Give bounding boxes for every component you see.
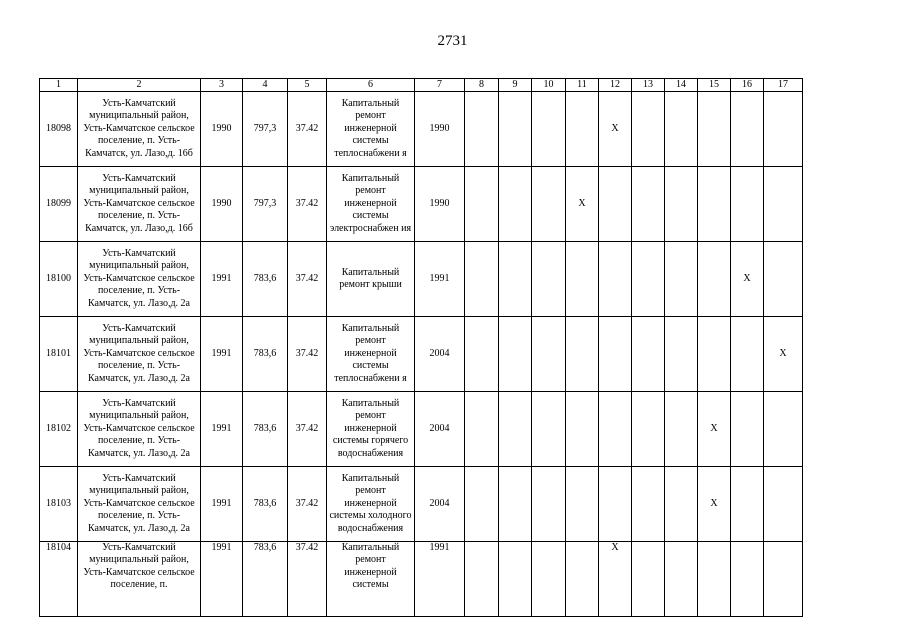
year-cell: 1990	[415, 167, 465, 242]
column-header-16: 16	[731, 79, 764, 92]
column-header-3: 3	[201, 79, 243, 92]
mark-cell-col-16	[731, 392, 764, 467]
mark-cell-col-12	[599, 467, 632, 542]
year-cell: 2004	[415, 467, 465, 542]
mark-cell-col-16	[731, 92, 764, 167]
page-number: 2731	[437, 33, 468, 49]
address-cell: Усть-Камчатский муниципальный район, Усть-Камчатское сельское поселение, п.	[78, 542, 201, 617]
mark-cell-col-11	[566, 392, 599, 467]
mark-cell-col-15	[698, 317, 731, 392]
work-type-cell: Капитальный ремонт инженерной системы электроснабжен ия	[327, 167, 415, 242]
mark-cell-col-13	[632, 317, 665, 392]
mark-cell-col-13	[632, 542, 665, 617]
year-cell: 1990	[415, 92, 465, 167]
mark-cell-col-10	[532, 92, 566, 167]
column-header-5: 5	[288, 79, 327, 92]
column-header-11: 11	[566, 79, 599, 92]
mark-cell-col-11	[566, 467, 599, 542]
mark-cell-col-17	[764, 542, 803, 617]
mark-cell-col-14	[665, 467, 698, 542]
area-cell: 783,6	[243, 467, 288, 542]
year-cell: 1991	[415, 542, 465, 617]
mark-cell-col-12: X	[599, 542, 632, 617]
mark-cell-col-17	[764, 167, 803, 242]
mark-cell-col-13	[632, 92, 665, 167]
year-built-cell: 1991	[201, 542, 243, 617]
mark-cell-col-11	[566, 242, 599, 317]
column-header-8: 8	[465, 79, 499, 92]
mark-cell-col-10	[532, 467, 566, 542]
mark-cell-col-11	[566, 92, 599, 167]
column-header-7: 7	[415, 79, 465, 92]
column-header-4: 4	[243, 79, 288, 92]
mark-cell-col-17	[764, 92, 803, 167]
table-row	[40, 467, 803, 542]
mark-cell-col-15	[698, 242, 731, 317]
mark-cell-col-8	[465, 92, 499, 167]
address-cell: Усть-Камчатский муниципальный район, Усть-Камчатское сельское поселение, п. Усть-Камчатск, ул. Лазо,д. 2а	[78, 392, 201, 467]
year-built-cell: 1991	[201, 317, 243, 392]
row-id-cell: 18098	[40, 92, 78, 167]
column-header-12: 12	[599, 79, 632, 92]
code-cell: 37.42	[288, 542, 327, 617]
mark-cell-col-9	[499, 542, 532, 617]
row-id-cell: 18101	[40, 317, 78, 392]
year-cell: 2004	[415, 317, 465, 392]
table-row	[40, 317, 803, 392]
mark-cell-col-14	[665, 392, 698, 467]
table-row	[40, 167, 803, 242]
mark-cell-col-8	[465, 542, 499, 617]
mark-cell-col-17	[764, 467, 803, 542]
address-cell: Усть-Камчатский муниципальный район, Усть-Камчатское сельское поселение, п. Усть-Камчатск, ул. Лазо,д. 16б	[78, 92, 201, 167]
mark-cell-col-11	[566, 542, 599, 617]
year-built-cell: 1991	[201, 392, 243, 467]
mark-cell-col-8	[465, 467, 499, 542]
column-header-13: 13	[632, 79, 665, 92]
mark-cell-col-16	[731, 317, 764, 392]
mark-cell-col-15	[698, 92, 731, 167]
mark-cell-col-16: X	[731, 242, 764, 317]
area-cell: 783,6	[243, 242, 288, 317]
year-built-cell: 1990	[201, 167, 243, 242]
mark-cell-col-15	[698, 167, 731, 242]
column-header-10: 10	[532, 79, 566, 92]
area-cell: 783,6	[243, 392, 288, 467]
area-cell: 783,6	[243, 542, 288, 617]
table-row	[40, 242, 803, 317]
work-type-cell: Капитальный ремонт инженерной системы теплоснабжени я	[327, 317, 415, 392]
mark-cell-col-13	[632, 467, 665, 542]
row-id-cell: 18102	[40, 392, 78, 467]
column-header-15: 15	[698, 79, 731, 92]
row-id-cell: 18104	[40, 542, 78, 617]
code-cell: 37.42	[288, 392, 327, 467]
mark-cell-col-12: X	[599, 92, 632, 167]
mark-cell-col-9	[499, 467, 532, 542]
mark-cell-col-13	[632, 167, 665, 242]
mark-cell-col-13	[632, 242, 665, 317]
code-cell: 37.42	[288, 167, 327, 242]
mark-cell-col-13	[632, 392, 665, 467]
mark-cell-col-9	[499, 167, 532, 242]
row-id-cell: 18100	[40, 242, 78, 317]
area-cell: 797,3	[243, 92, 288, 167]
column-header-9: 9	[499, 79, 532, 92]
table-row	[40, 392, 803, 467]
mark-cell-col-9	[499, 392, 532, 467]
code-cell: 37.42	[288, 92, 327, 167]
table-row	[40, 542, 803, 617]
column-header-1: 1	[40, 79, 78, 92]
row-id-cell: 18099	[40, 167, 78, 242]
code-cell: 37.42	[288, 317, 327, 392]
mark-cell-col-8	[465, 317, 499, 392]
mark-cell-col-15: X	[698, 467, 731, 542]
year-built-cell: 1990	[201, 92, 243, 167]
mark-cell-col-9	[499, 92, 532, 167]
mark-cell-col-14	[665, 542, 698, 617]
mark-cell-col-14	[665, 92, 698, 167]
mark-cell-col-15	[698, 542, 731, 617]
mark-cell-col-16	[731, 167, 764, 242]
mark-cell-col-8	[465, 392, 499, 467]
area-cell: 797,3	[243, 167, 288, 242]
address-cell: Усть-Камчатский муниципальный район, Усть-Камчатское сельское поселение, п. Усть-Камчатск, ул. Лазо,д. 2а	[78, 242, 201, 317]
mark-cell-col-10	[532, 392, 566, 467]
work-type-cell: Капитальный ремонт инженерной системы	[327, 542, 415, 617]
work-type-cell: Капитальный ремонт инженерной системы горячего водоснабжения	[327, 392, 415, 467]
area-cell: 783,6	[243, 317, 288, 392]
mark-cell-col-10	[532, 542, 566, 617]
mark-cell-col-16	[731, 467, 764, 542]
mark-cell-col-9	[499, 242, 532, 317]
mark-cell-col-8	[465, 167, 499, 242]
address-cell: Усть-Камчатский муниципальный район, Усть-Камчатское сельское поселение, п. Усть-Камчатск, ул. Лазо,д. 2а	[78, 317, 201, 392]
mark-cell-col-12	[599, 167, 632, 242]
mark-cell-col-10	[532, 317, 566, 392]
year-built-cell: 1991	[201, 467, 243, 542]
column-header-2: 2	[78, 79, 201, 92]
mark-cell-col-11	[566, 317, 599, 392]
year-cell: 2004	[415, 392, 465, 467]
mark-cell-col-8	[465, 242, 499, 317]
address-cell: Усть-Камчатский муниципальный район, Усть-Камчатское сельское поселение, п. Усть-Камчатск, ул. Лазо,д. 2а	[78, 467, 201, 542]
column-number-header-row	[40, 79, 803, 92]
mark-cell-col-15: X	[698, 392, 731, 467]
address-cell: Усть-Камчатский муниципальный район, Усть-Камчатское сельское поселение, п. Усть-Камчатск, ул. Лазо,д. 16б	[78, 167, 201, 242]
work-type-cell: Капитальный ремонт инженерной системы теплоснабжени я	[327, 92, 415, 167]
mark-cell-col-16	[731, 542, 764, 617]
mark-cell-col-9	[499, 317, 532, 392]
mark-cell-col-10	[532, 167, 566, 242]
mark-cell-col-17	[764, 392, 803, 467]
work-type-cell: Капитальный ремонт инженерной системы холодного водоснабжения	[327, 467, 415, 542]
mark-cell-col-12	[599, 242, 632, 317]
table-row	[40, 92, 803, 167]
mark-cell-col-10	[532, 242, 566, 317]
mark-cell-col-12	[599, 392, 632, 467]
table-body	[40, 92, 803, 617]
column-header-17: 17	[764, 79, 803, 92]
year-built-cell: 1991	[201, 242, 243, 317]
capital-repair-table	[39, 78, 803, 617]
work-type-cell: Капитальный ремонт крыши	[327, 242, 415, 317]
mark-cell-col-14	[665, 242, 698, 317]
mark-cell-col-17: X	[764, 317, 803, 392]
mark-cell-col-17	[764, 242, 803, 317]
year-cell: 1991	[415, 242, 465, 317]
code-cell: 37.42	[288, 467, 327, 542]
column-header-6: 6	[327, 79, 415, 92]
row-id-cell: 18103	[40, 467, 78, 542]
mark-cell-col-12	[599, 317, 632, 392]
mark-cell-col-14	[665, 317, 698, 392]
code-cell: 37.42	[288, 242, 327, 317]
mark-cell-col-11: X	[566, 167, 599, 242]
mark-cell-col-14	[665, 167, 698, 242]
column-header-14: 14	[665, 79, 698, 92]
